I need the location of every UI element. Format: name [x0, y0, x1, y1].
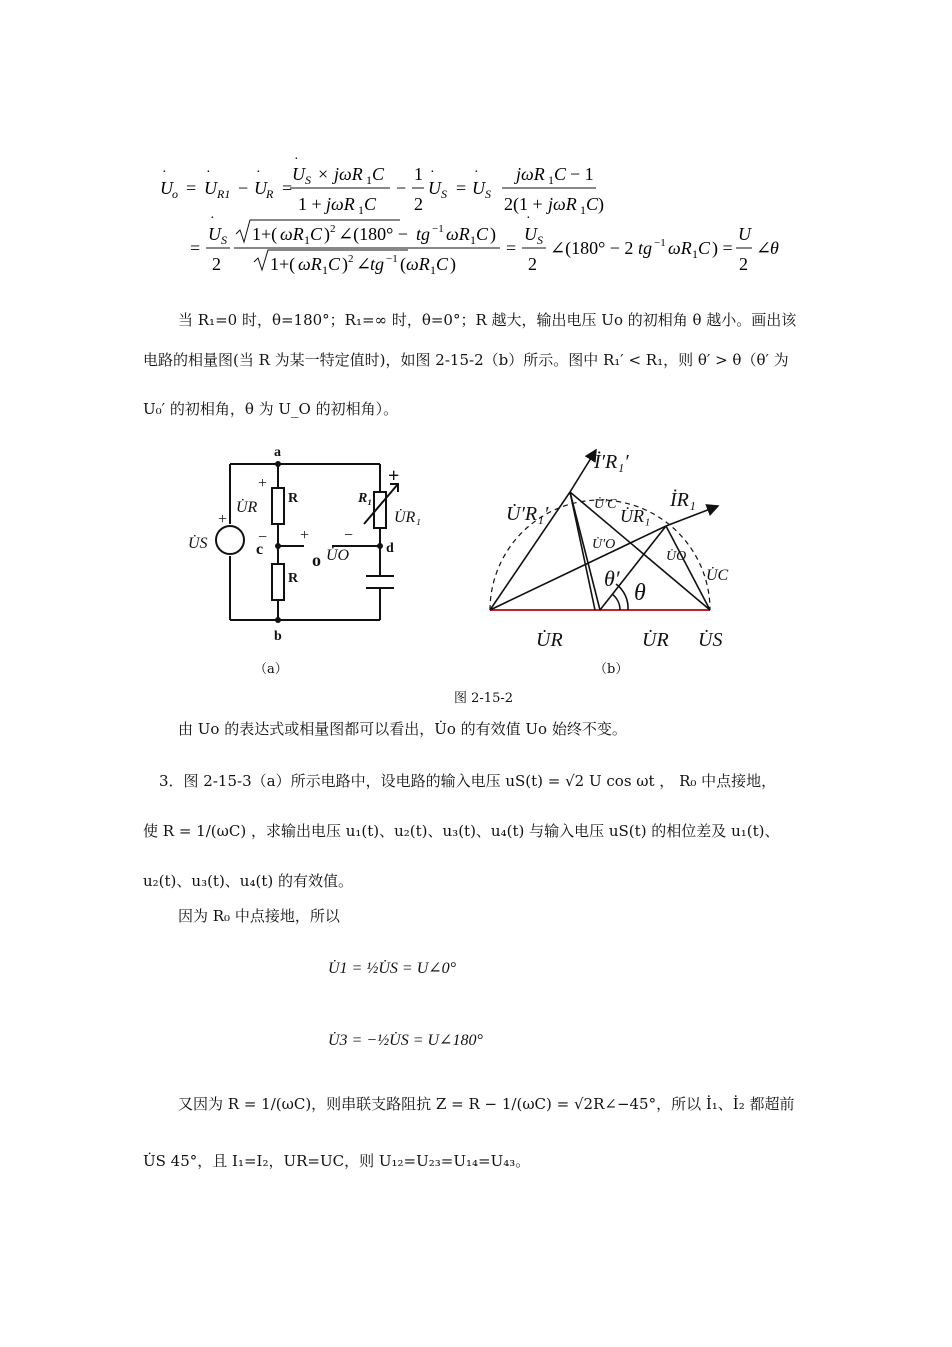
paragraph-text: 当 R₁=0 时，θ=180°；R₁=∞ 时，θ=0°；R 越大，输出电压 Uo 的初相角 θ 越小。画出该 [178, 311, 797, 329]
phasor-label-ir1: İR₁ [670, 489, 696, 511]
svg-text:−1: −1 [654, 237, 666, 249]
svg-text:·: · [210, 211, 215, 226]
svg-text:2: 2 [212, 254, 221, 274]
svg-text:): ) [490, 224, 496, 244]
problem-3-text: 使 R = 1/(ωC) ，求输出电压 u₁(t)、u₂(t)、u₃(t)、u₄(t) 与输入电压 uS(t) 的相位差及 u₁(t)、 [143, 822, 780, 840]
svg-text:1+(: 1+( [252, 224, 278, 244]
svg-text:−: − [396, 178, 407, 198]
polarity-plus-ur1: + [388, 465, 400, 487]
svg-text:−1: −1 [386, 253, 398, 265]
svg-text:tg: tg [416, 224, 431, 244]
svg-text:C: C [476, 224, 489, 244]
svg-text:): ) [324, 224, 330, 244]
svg-text:tg: tg [638, 238, 653, 258]
svg-text:C: C [436, 254, 449, 274]
figure-caption-b: （b） [594, 662, 629, 677]
phasor-label-uc-prime: U̇′C [594, 497, 617, 512]
svg-text:1: 1 [470, 233, 476, 247]
figure-2-15-2b-phasor [470, 440, 750, 664]
problem-3-text: 3．图 2-15-3（a）所示电路中，设电路的输入电压 uS(t) = √2 U cos ωt ， R₀ 中点接地， [159, 772, 777, 790]
svg-text:ωR: ωR [298, 254, 322, 274]
svg-text:1: 1 [366, 173, 372, 187]
paragraph-text: U̇S 45°，且 I₁=I₂，UR=UC，则 U₁₂=U₂₃=U₁₄=U₄₃。 [143, 1152, 531, 1170]
polarity-minus-uo: − [344, 527, 354, 544]
svg-text:·: · [526, 211, 531, 226]
svg-text:): ) [450, 254, 456, 274]
svg-text:1: 1 [358, 203, 364, 217]
svg-text:S: S [221, 233, 227, 247]
svg-text:R1: R1 [217, 187, 231, 201]
polarity-plus-ur: + [258, 475, 268, 492]
paragraph-text: U₀′ 的初相角，θ 为 U_O 的初相角）。 [143, 400, 399, 418]
phasor-label-uo-prime: U̇′O [592, 537, 616, 552]
svg-text:·: · [162, 165, 167, 180]
phasor-label-us: U̇S [698, 629, 723, 651]
angle-theta-prime: θ′ [604, 566, 620, 591]
phasor-label-ir1-prime: İ′R₁′ [594, 451, 629, 473]
svg-text:): ) [598, 194, 604, 214]
svg-text:o: o [172, 187, 178, 201]
svg-text:jωR: jωR [334, 164, 363, 184]
svg-text:jωR: jωR [326, 194, 355, 214]
svg-text:2: 2 [414, 194, 423, 214]
voltage-uo-label: U̇O [326, 547, 350, 564]
svg-text:U: U [208, 224, 221, 244]
svg-text:1: 1 [414, 164, 423, 184]
svg-text:·: · [474, 165, 479, 180]
node-a-label: a [274, 445, 281, 460]
svg-text:C: C [554, 164, 567, 184]
phasor-label-ur1-prime: U̇′R₁′ [506, 503, 549, 525]
svg-text:ωR: ωR [280, 224, 304, 244]
svg-text:S: S [537, 233, 543, 247]
svg-text:R: R [266, 187, 274, 201]
svg-text:1 +: 1 + [298, 194, 322, 214]
phasor-label-uc: U̇C [706, 567, 729, 584]
polarity-minus-ur: − [258, 529, 268, 546]
svg-text:ωR: ωR [406, 254, 430, 274]
svg-text:=: = [190, 238, 201, 258]
svg-text:=: = [186, 178, 197, 198]
phasor-label-ur-left: U̇R [536, 629, 563, 651]
svg-text:·: · [256, 165, 261, 180]
node-o-label: o [312, 550, 321, 570]
svg-text:− 1: − 1 [570, 164, 594, 184]
svg-text:∠(180° −: ∠(180° − [338, 224, 408, 244]
svg-text:S: S [305, 173, 311, 187]
resistor-r-bottom-label: R [288, 571, 299, 586]
svg-text:2: 2 [528, 254, 537, 274]
source-us-label: U̇S [188, 535, 208, 552]
svg-text:C: C [328, 254, 341, 274]
problem-3-text: u₂(t)、u₃(t)、u₄(t) 的有效值。 [143, 872, 353, 890]
svg-text:U: U [524, 224, 537, 244]
phasor-label-ur-right: U̇R [642, 629, 669, 651]
svg-text:·: · [206, 165, 211, 180]
svg-text:1: 1 [580, 203, 586, 217]
svg-text:2: 2 [739, 254, 748, 274]
svg-text:): ) [342, 254, 348, 274]
phasor-diagram [470, 440, 750, 660]
svg-text:θ: θ [770, 238, 779, 258]
node-b-label: b [274, 629, 282, 644]
svg-text:(: ( [400, 254, 406, 274]
svg-text:·: · [430, 165, 435, 180]
svg-text:=: = [456, 178, 467, 198]
svg-text:−: − [238, 178, 249, 198]
svg-text:U: U [738, 224, 751, 244]
equation-u1: U̇1 = ½U̇S = U∠0° [328, 960, 457, 977]
svg-text:∠(180° − 2: ∠(180° − 2 [550, 238, 634, 258]
voltage-ur1-label: U̇R₁ [394, 509, 420, 526]
svg-text:C: C [364, 194, 377, 214]
svg-text:C: C [586, 194, 599, 214]
svg-text:1: 1 [304, 233, 310, 247]
svg-text:=: = [282, 178, 293, 198]
svg-text:∠: ∠ [756, 238, 772, 258]
angle-theta: θ [634, 580, 646, 606]
svg-text:jωR: jωR [548, 194, 577, 214]
svg-text:S: S [441, 187, 447, 201]
svg-text:C: C [310, 224, 323, 244]
svg-text:1: 1 [430, 263, 436, 277]
phasor-label-uo: U̇O [666, 549, 687, 564]
phasor-label-ur1: U̇R₁ [620, 506, 651, 526]
equation-uo-svg [150, 150, 790, 280]
polarity-plus-us: + [218, 511, 228, 528]
svg-text:ωR: ωR [668, 238, 692, 258]
svg-text:−1: −1 [432, 223, 444, 235]
paragraph-text: 因为 R₀ 中点接地，所以 [178, 907, 340, 925]
figure-caption-main: 图 2-15-2 [454, 691, 514, 706]
svg-text:U: U [160, 178, 173, 198]
svg-text:1: 1 [692, 247, 698, 261]
figure-2-15-2a-circuit [180, 440, 420, 684]
resistor-r1-label: R₁ [358, 491, 373, 506]
paragraph-text: 又因为 R = 1/(ωC)，则串联支路阻抗 Z = R − 1/(ωC) = √2R∠−45°，所以 İ₁、İ₂ 都超前 [178, 1095, 795, 1113]
svg-text:·: · [294, 152, 299, 167]
voltage-ur-label: U̇R [236, 499, 258, 516]
circuit-diagram [180, 440, 420, 680]
paragraph-text: 由 Uo 的表达式或相量图都可以看出，U̇o 的有效值 Uo 始终不变。 [178, 720, 627, 738]
svg-text:2: 2 [330, 223, 336, 235]
resistor-r-top-label: R [288, 491, 299, 506]
svg-text:tg: tg [370, 254, 385, 274]
svg-text:S: S [485, 187, 491, 201]
node-c-label: c [256, 541, 264, 558]
svg-text:=: = [506, 238, 517, 258]
svg-text:2(1 +: 2(1 + [504, 194, 543, 214]
figure-caption-a: （a） [254, 662, 288, 677]
equation-uo-derivation [150, 150, 790, 284]
svg-text:U: U [292, 164, 305, 184]
paragraph-text: 电路的相量图(当 R 为某一特定值时)，如图 2-15-2（b）所示。图中 R₁′ < R₁，则 θ′ > θ（θ′ 为 [143, 351, 789, 369]
svg-text:U: U [428, 178, 441, 198]
svg-text:2: 2 [348, 253, 354, 265]
svg-text:1: 1 [322, 263, 328, 277]
svg-text:C: C [372, 164, 385, 184]
svg-text:) =: ) = [712, 238, 733, 258]
svg-text:1+(: 1+( [270, 254, 296, 274]
svg-text:ωR: ωR [446, 224, 470, 244]
equation-u3: U̇3 = −½U̇S = U∠180° [328, 1032, 483, 1049]
svg-text:1: 1 [548, 173, 554, 187]
svg-text:jωR: jωR [516, 164, 545, 184]
svg-text:C: C [698, 238, 711, 258]
svg-text:∠: ∠ [356, 254, 372, 274]
svg-text:U: U [204, 178, 217, 198]
node-d-label: d [386, 541, 394, 556]
svg-text:×: × [318, 164, 329, 184]
svg-text:U: U [472, 178, 485, 198]
svg-text:U: U [254, 178, 267, 198]
polarity-plus-uo: + [300, 527, 310, 544]
